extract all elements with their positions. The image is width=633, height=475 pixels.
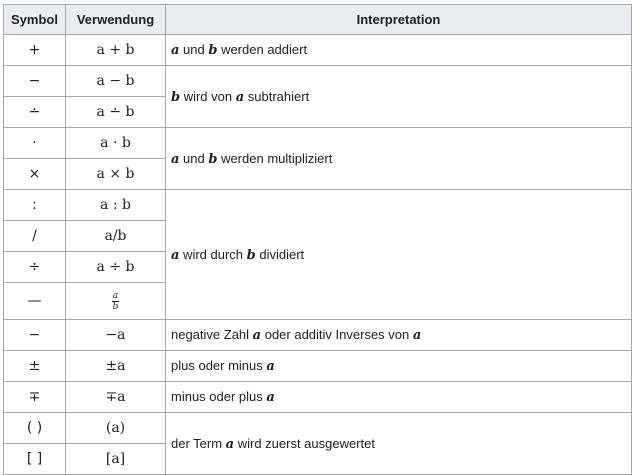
usage-cell: (a) — [66, 413, 166, 444]
header-interpretation: Interpretation — [166, 5, 632, 35]
var: a — [171, 151, 180, 167]
table-row — [4, 66, 632, 97]
var: b — [171, 89, 181, 105]
symbol-cell: ÷ — [4, 252, 66, 283]
text: werden addiert — [217, 42, 308, 57]
var: b — [208, 43, 218, 58]
table-row — [4, 128, 632, 159]
symbol-cell: ∓ — [4, 382, 66, 413]
text: wird von — [180, 88, 236, 104]
var: a — [252, 328, 262, 343]
var: b — [208, 151, 218, 167]
fraction-denominator: b — [112, 301, 119, 312]
var: a — [412, 328, 422, 343]
usage-cell: a ∸ b — [66, 97, 166, 128]
var: a — [266, 390, 275, 405]
interpretation-cell — [166, 351, 632, 382]
operators-table — [3, 4, 632, 475]
interpretation-cell — [166, 66, 632, 128]
symbol-cell: — — [4, 283, 66, 320]
usage-cell: a/b — [66, 221, 166, 252]
usage-cell: a ÷ b — [66, 252, 166, 283]
symbol-cell: + — [4, 35, 66, 66]
header-usage: Verwendung — [66, 5, 166, 35]
usage-cell: ±a — [66, 351, 166, 382]
text: und — [179, 42, 209, 57]
symbol-cell: − — [4, 66, 66, 97]
usage-cell: −a — [66, 320, 166, 351]
usage-cell: ∓a — [66, 382, 166, 413]
text: subtrahiert — [244, 88, 310, 104]
var: a — [235, 89, 245, 105]
text: dividiert — [255, 246, 305, 262]
var: b — [246, 247, 256, 263]
interpretation-cell — [166, 413, 632, 475]
var: a — [266, 359, 275, 374]
table-row — [4, 351, 632, 382]
var: a — [171, 43, 180, 58]
symbol-cell: − — [4, 320, 66, 351]
text: und — [179, 150, 209, 166]
fraction-numerator: a — [112, 290, 119, 301]
interpretation-cell — [166, 382, 632, 413]
text: oder additiv Inverses von — [261, 327, 413, 342]
usage-cell: [a] — [66, 444, 166, 475]
interpretation-cell — [166, 128, 632, 190]
symbol-cell: : — [4, 190, 66, 221]
usage-cell: a : b — [66, 190, 166, 221]
var: a — [225, 436, 235, 452]
table-row — [4, 190, 632, 221]
text: werden multipliziert — [217, 150, 333, 166]
interpretation-cell — [166, 35, 632, 66]
header-row — [4, 5, 632, 35]
var: a — [171, 247, 180, 263]
symbol-cell: ∸ — [4, 97, 66, 128]
text: negative Zahl — [171, 327, 253, 342]
symbol-cell: × — [4, 159, 66, 190]
usage-cell: a + b — [66, 35, 166, 66]
fraction — [112, 291, 120, 312]
table-row — [4, 413, 632, 444]
interpretation-cell — [166, 190, 632, 320]
table-row — [4, 320, 632, 351]
symbol-cell: / — [4, 221, 66, 252]
header-symbol: Symbol — [4, 5, 66, 35]
usage-cell — [66, 283, 166, 320]
usage-cell: a · b — [66, 128, 166, 159]
symbol-cell: · — [4, 128, 66, 159]
symbol-cell: ± — [4, 351, 66, 382]
text: wird zuerst ausgewertet — [234, 435, 376, 451]
table-row — [4, 35, 632, 66]
text: der Term — [171, 435, 226, 451]
text: wird durch — [179, 246, 247, 262]
usage-cell: a × b — [66, 159, 166, 190]
symbol-cell: ( ) — [4, 413, 66, 444]
symbol-cell: [ ] — [4, 444, 66, 475]
text: minus oder plus — [171, 389, 267, 404]
interpretation-cell — [166, 320, 632, 351]
text: plus oder minus — [171, 358, 267, 373]
table-row — [4, 382, 632, 413]
usage-cell: a − b — [66, 66, 166, 97]
